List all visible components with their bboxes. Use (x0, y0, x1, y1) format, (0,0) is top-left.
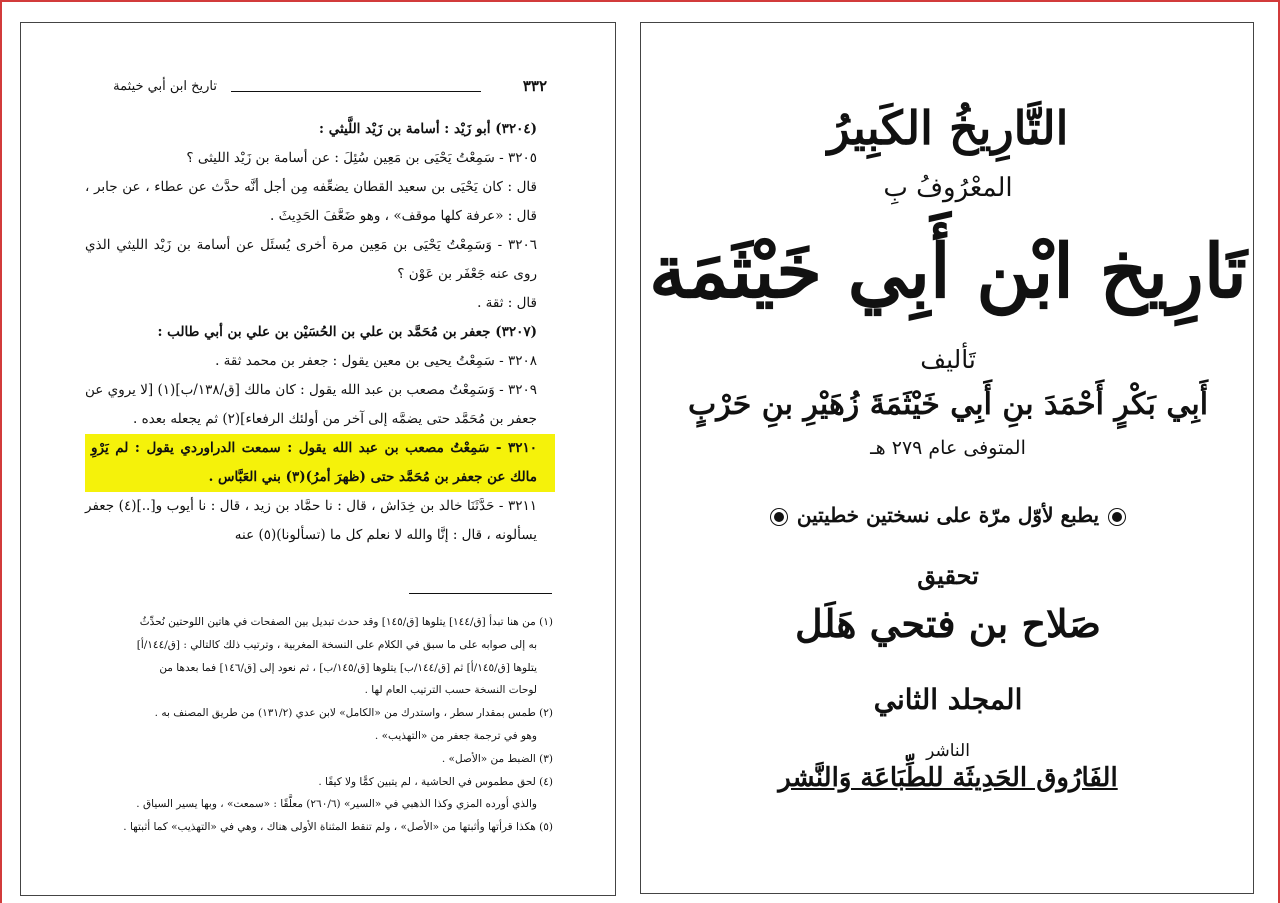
highlighted-narration-3210: ٣٢١٠ - سَمِعْتُ مصعب بن عبد الله يقول : سمعت الدراوردي يقول : لم يَرْوِ مالك عن جعفر بن مُحَمَّد حتى (ظهرَ أمرُ)(٣) بني العَبَّاس . (85, 434, 555, 492)
footnote-1-line-3: يتلوها [ق/١٤٥/أ] ثم [ق/١٤٤/ب] يتلوها [ق/١٤٥/ب] ، ثم نعود إلى [ق/١٤٦] فما بعدها من (159, 661, 537, 674)
header-book-title: تاريخ ابن أبي خيثمة (113, 79, 217, 94)
running-header (97, 77, 547, 101)
narration-3208: ٣٢٠٨ - سَمِعْتُ يحيى بن معين يقول : جعفر بن محمد ثقة . (215, 353, 537, 369)
narration-3211: ٣٢١١ - حَدَّثَنَا خالد بن خِدَاش ، قال : نا حمَّاد بن زيد ، قال : نا أيوب و[..](٤) جعفر يسألونه ، قال : إنَّا والله لا نعلم كل ما (تسألونا)(٥) عنه (85, 498, 537, 543)
window-frame-left (0, 0, 2, 903)
footnote-2-line-2: وهو في ترجمة جعفر من «التهذيب» . (374, 729, 537, 742)
footnote-1-line-2: به إلى صوابه على ما سبق في الكلام على النسخة المغربية ، وترتيب ذلك كالتالي : [ق/١٤٤/أ] (136, 638, 537, 651)
narration-3209: ٣٢٠٩ - وَسَمِعْتُ مصعب بن عبد الله يقول : كان مالك [ق/١٣٨/ب](١) [لا يروي عن جعفر بن مُحَمَّد حتى يضمَّه إلى آخر من أولئك الرفعاء](٢) ثم يجعله بعده . (85, 382, 537, 427)
print-note (641, 503, 1255, 527)
death-year: المتوفى عام ٢٧٩ هـ (870, 437, 1026, 459)
footnote-4-line-2: والذي أورده المزي وكذا الذهبي في «السير» (٢٦٠/٦) معلَّقًا : «سمعت» ، وبها يسير السياق . (136, 798, 537, 811)
page-number: ٣٣٢ (522, 77, 547, 95)
footnote-5: (٥) هكذا قرأتها وأثبتها من «الأصل» ، ولم تنقط المثناة الأولى هناك ، وهي في «التهذيب» كما أثبتها . (123, 821, 553, 834)
narration-3205-comment: قال : كان يَحْيَى بن سعيد القطان يضعِّفه مِن أجل أنَّه حدَّث عن عطاء ، عن جابر ، قال : «عرفة كلها موقف» ، وهو ضَعَّفَ الحَدِيثَ . (85, 179, 537, 224)
entry-heading-3207: (٣٢٠٧) جعفر بن مُحَمَّد بن علي بن الحُسَيْن بن علي بن أبي طالب : (157, 324, 537, 340)
footnotes (87, 611, 553, 839)
header-rule (231, 91, 481, 92)
entry-heading-3204: (٣٢٠٤) أبو زَيْد : أسامة بن زَيْد اللَّيثي : (319, 121, 537, 137)
narration-3206-answer: قال : ثقة . (477, 295, 537, 311)
known-as-label: المعْرُوفُ بِ (883, 173, 1013, 203)
footnote-4: (٤) لحق مطموس في الحاشية ، لم يتبين كمًّا ولا كيفًا . (318, 775, 553, 788)
publisher-label: الناشر (926, 741, 970, 761)
footnote-1: (١) من هنا تبدأ [ق/١٤٤] يتلوها [ق/١٤٥] وقد حدث تبديل بين الصفحات في هاتين اللوحتين نُحدِّثُ (139, 616, 553, 628)
narration-3206: ٣٢٠٦ - وَسَمِعْتُ يَحْيَى بن مَعِين مرة أخرى يُسئَل عن أسامة بن زَيْد الليثي الذي روى عنه جَعْفَر بن عَوْن ؟ (85, 237, 537, 282)
narration-3205: ٣٢٠٥ - سَمِعْتُ يَحْيَى بن مَعِين سُئِلَ : عن أسامة بن زَيْد الليثى ؟ (186, 150, 537, 166)
print-note-text: يطبع لأوّل مرّة على نسختين خطيتين (796, 503, 1100, 527)
title-page (640, 22, 1254, 894)
ornament-dot-icon (771, 509, 787, 525)
footnote-3: (٣) الضبط من «الأصل» . (441, 752, 553, 765)
publisher-name: الفَارُوق الحَدِيثَة للطِّبَاعَة وَالنَّشر (778, 763, 1118, 793)
footnote-2: (٢) طمس بمقدار سطر ، واستدرك من «الكامل» لابن عدي (١٣١/٢) من طريق المصنف به . (154, 707, 553, 720)
footnote-separator (409, 593, 552, 594)
editor-name: صَلاح بن فتحي هَلَل (795, 601, 1101, 646)
authorship-label: تَأليف (920, 345, 976, 374)
window-frame-top (0, 0, 1280, 2)
tahqiq-label: تحقيق (917, 561, 979, 590)
main-title: التَّارِيخُ الكَبِيرُ (827, 101, 1069, 155)
footnote-1-line-4: لوحات النسخة حسب الترتيب العام لها . (364, 684, 537, 697)
volume-label: المجلد الثاني (873, 683, 1023, 716)
book-title: تَارِيخ ابْن أَبِي خَيْثَمَة (649, 229, 1247, 315)
author-name: أَبِي بَكْرٍ أَحْمَدَ بنِ أَبِي خَيْثَمَةَ زُهَيْرِ بنِ حَرْبٍ (687, 387, 1209, 422)
left-page (20, 22, 616, 896)
body-text (85, 115, 555, 550)
ornament-dot-icon (1109, 509, 1125, 525)
